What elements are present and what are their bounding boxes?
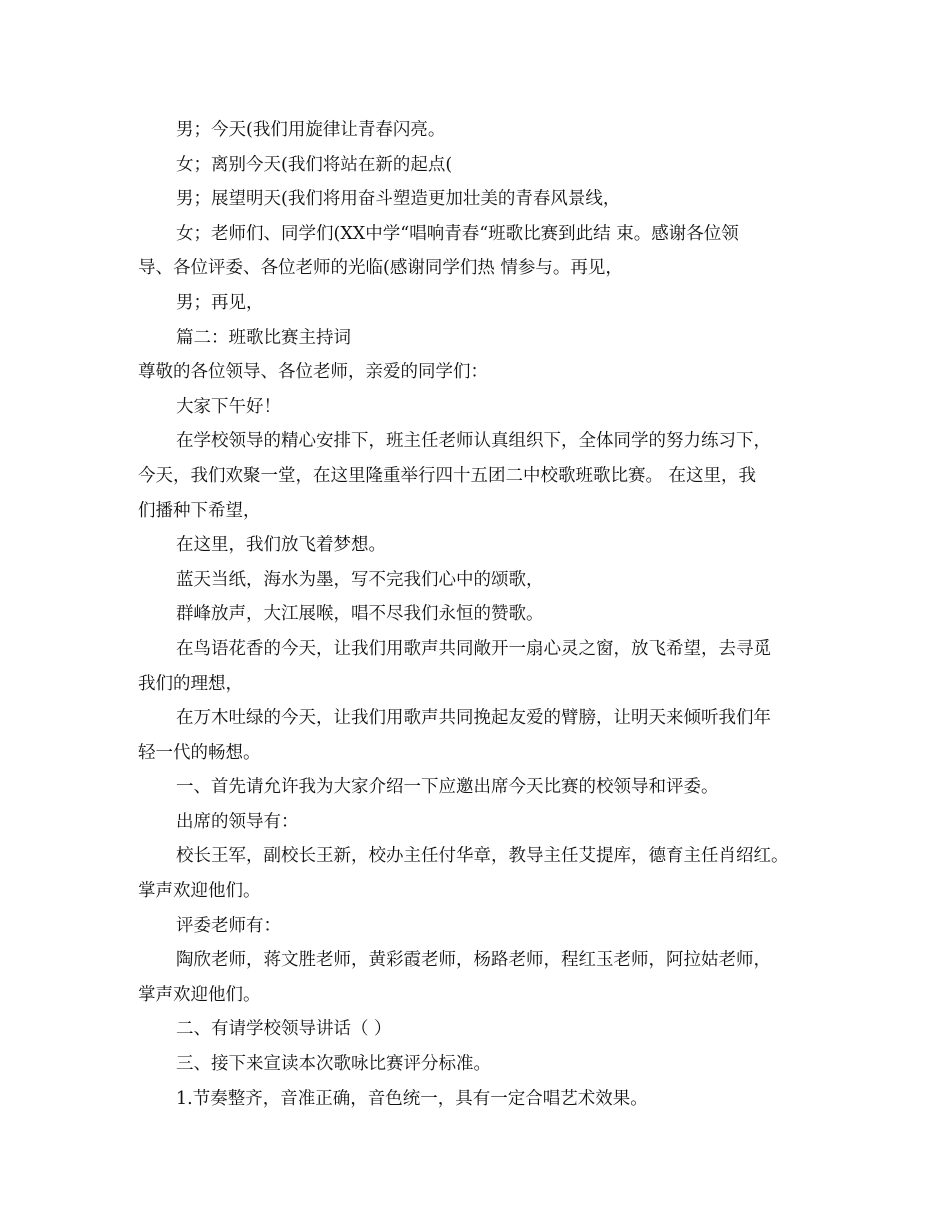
text-line: 在学校领导的精心安排下，班主任老师认真组织下，全体同学的努力练习下，: [176, 431, 771, 452]
text-line: 在这里，我们放飞着梦想。: [176, 535, 386, 556]
text-line: 女；离别今天(我们将站在新的起点(: [176, 154, 453, 175]
text-line: 群峰放声，大江展喉，唱不尽我们永恒的赞歌。: [176, 604, 544, 625]
text-line: 评委老师有：: [176, 915, 281, 936]
text-line: 二、有请学校领导讲话（ ）: [176, 1019, 392, 1040]
text-line: 出席的领导有：: [176, 811, 299, 832]
text-line: 我们的理想，: [138, 673, 243, 694]
text-line: 一、首先请允许我为大家介绍一下应邀出席今天比赛的校领导和评委。: [176, 777, 719, 798]
text-line: 在万木吐绿的今天，让我们用歌声共同挽起友爱的臂膀，让明天来倾听我们年: [176, 708, 771, 729]
text-line: 女；老师们、同学们(XX中学“唱响青春“班歌比赛到此结 束。感谢各位领: [176, 223, 739, 244]
text-line: 男；再见，: [176, 292, 264, 313]
text-line: 大家下午好！: [176, 396, 281, 417]
text-line: 今天，我们欢聚一堂，在这里隆重举行四十五团二中校歌班歌比赛。 在这里，我: [138, 465, 757, 486]
text-line: 校长王军，副校长王新，校办主任付华章，教导主任艾提库，德育主任肖绍红。: [176, 846, 789, 867]
salutation: 尊敬的各位领导、各位老师，亲爱的同学们：: [138, 362, 488, 383]
text-line: 们播种下希望，: [138, 500, 261, 521]
text-line: 掌声欢迎他们。: [138, 881, 261, 902]
text-line: 轻一代的畅想。: [138, 742, 261, 763]
text-line: 导、各位评委、各位老师的光临(感谢同学们热 情参与。再见，: [138, 258, 623, 279]
text-line: 男；今天(我们用旋律让青春闪亮。: [176, 120, 446, 140]
section-heading: 篇二：班歌比赛主持词: [176, 327, 351, 348]
text-line: 在鸟语花香的今天，让我们用歌声共同敞开一扇心灵之窗，放飞希望，去寻觅: [176, 638, 771, 659]
text-line: 陶欣老师，蒋文胜老师，黄彩霞老师，杨路老师，程红玉老师，阿拉姑老师，: [176, 950, 771, 971]
text-line: 掌声欢迎他们。: [138, 984, 261, 1005]
text-line: 三、接下来宣读本次歌咏比赛评分标准。: [176, 1054, 491, 1075]
text-line: 1.节奏整齐，音准正确，音色统一，具有一定合唱艺术效果。: [176, 1088, 648, 1109]
text-line: 男；展望明天(我们将用奋斗塑造更加壮美的青春风景线，: [176, 189, 621, 210]
document-page: [138, 113, 818, 1116]
text-line: 蓝天当纸，海水为墨，写不完我们心中的颂歌，: [176, 569, 544, 590]
